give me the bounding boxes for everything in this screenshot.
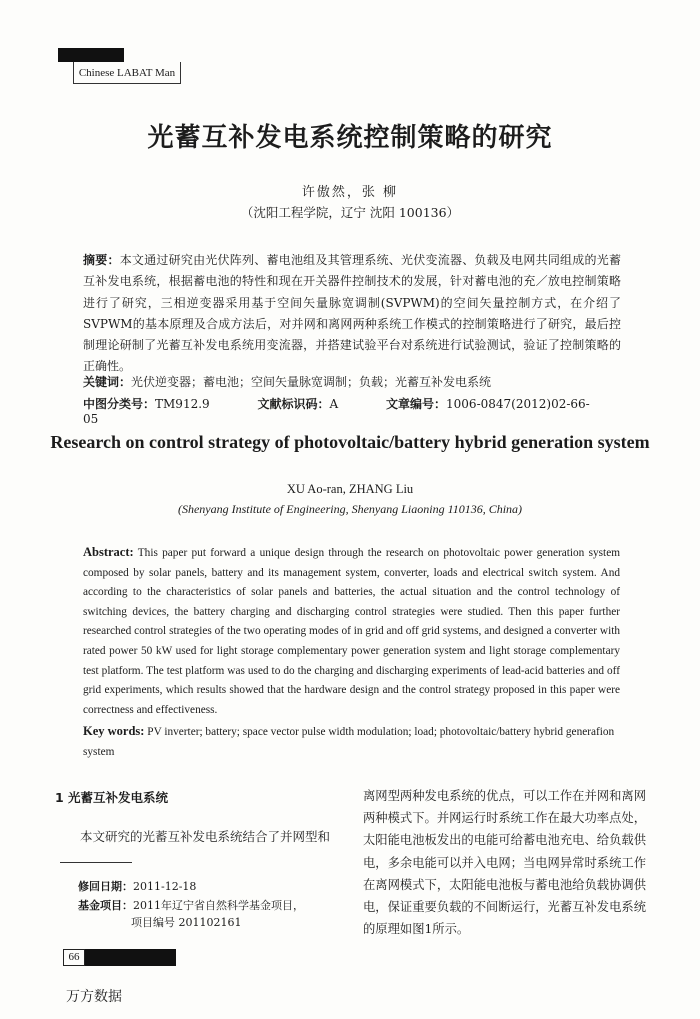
footnote-received — [78, 878, 196, 895]
abstract-en-label: Abstract: — [83, 545, 134, 559]
doc-value: A — [329, 397, 339, 411]
keywords-en-text: PV inverter; battery; space vector pulse width modulation; load; photovoltaic/battery hybrid generafion system — [83, 726, 615, 758]
affiliation-cn: （沈阳工程学院，辽宁 沈阳 100136） — [240, 205, 460, 220]
footnote-rule — [60, 862, 132, 863]
header-black-bar — [58, 48, 124, 62]
doc-field — [258, 397, 361, 411]
fund-value: 2011年辽宁省自然科学基金项目， — [133, 899, 304, 912]
keywords-cn-label: 关键词： — [83, 375, 132, 389]
received-label: 修回日期： — [78, 880, 133, 893]
authors-cn: 许傲然，张 柳 — [301, 185, 399, 200]
authors-en: XU Ao-ran, ZHANG Liu — [286, 482, 414, 496]
classification-line — [83, 395, 623, 426]
body-right-text: 离网型两种发电系统的优点，可以工作在并网和离网两种模式下。并网运行时系统工作在最大功率点处，太阳能电池板发出的电能可给蓄电池充电、给负载供电，多余电能可以并入电网；当电网异常时系统工作在离网模式下，太阳能电池板与蓄电池给负载协调供电，保证重要负载的不间断运行，光蓄互补发电系统的原理如图1所示。 — [363, 789, 646, 937]
abstract-cn-label: 摘要： — [83, 253, 120, 267]
body-left-text: 本文研究的光蓄互补发电系统结合了并网型和 — [80, 829, 331, 844]
abstract-en — [83, 543, 620, 720]
abstract-en-text: This paper put forward a unique design through the research on photovoltaic power generation system composed by solar panels, battery and its management system, converter, loads and electrical switch system. And according to the characteristics of solar panels and batteries, the actual situation and the control technology of switching devices, the battery charging and discharging control strategies were studied. Then this paper further researched control strategies of the two operating modes of in grid and off grid systems, and designed a converter with rated power 50 kW used for light storage complementary power generation system and light storage complementary test platform. The test platform was used to do the charging and discharging experiments of lead-acid batteries and off grid experiments, which results showed that the hardware design and the control strategy proposed in this paper were correctness and effectiveness. — [83, 547, 620, 716]
footnote-fund-number: 项目编号 201102161 — [131, 916, 242, 929]
article-label: 文章编号： — [386, 397, 447, 411]
keywords-cn — [83, 373, 623, 390]
title-cn: 光蓄互补发电系统控制策略的研究 — [147, 123, 553, 153]
watermark: 万方数据 — [66, 989, 122, 1005]
clc-value: TM912.9 — [155, 397, 210, 411]
received-value: 2011-12-18 — [133, 880, 197, 893]
clc-label: 中图分类号： — [83, 397, 156, 411]
footer-black-bar — [85, 949, 176, 966]
doc-label: 文献标识码： — [257, 397, 330, 411]
abstract-cn — [83, 250, 621, 378]
keywords-en-label: Key words: — [83, 724, 145, 738]
fund-label: 基金项目： — [78, 899, 133, 912]
clc-field — [83, 397, 232, 411]
footnote-fund — [78, 897, 304, 914]
title-en: Research on control strategy of photovoltaic/battery hybrid generation system — [50, 432, 650, 452]
affiliation-en: (Shenyang Institute of Engineering, Shenyang Liaoning 110136, China) — [177, 502, 523, 516]
article-value: 1006-0847(2012)02-66-05 — [83, 397, 590, 426]
keywords-cn-text: 光伏逆变器；蓄电池；空间矢量脉宽调制；负载；光蓄互补发电系统 — [131, 375, 492, 389]
keywords-en — [83, 722, 620, 762]
page-number: 66 — [63, 949, 85, 966]
abstract-cn-text: 本文通过研究由光伏阵列、蓄电池组及其管理系统、光伏变流器、负载及电网共同组成的光蓄互补发电系统，根据蓄电池的特性和现在开关器件控制技术的发展，针对蓄电池的充／放电控制策略进行了研究，三相逆变器采用基于空间矢量脉宽调制(SVPWM)的空间矢量控制方式，在介绍了SVPWM的基本原理及合成方法后，对并网和离网两种系统工作模式的控制策略进行了研究，最后控制理论研制了光蓄互补发电系统用变流器，并搭建试验平台对系统进行试验测试，验证了控制策略的正确性。 — [83, 253, 621, 374]
section-heading: 1 光蓄互补发电系统 — [55, 790, 169, 805]
journal-tag: Chinese LABAT Man — [73, 62, 181, 84]
